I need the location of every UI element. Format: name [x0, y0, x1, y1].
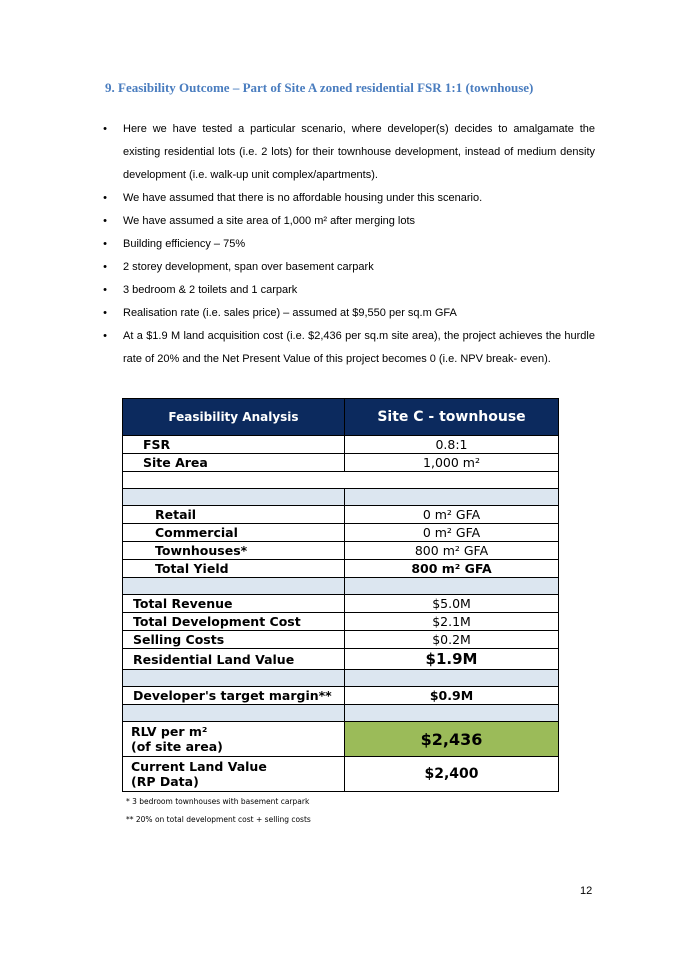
table-row [123, 454, 559, 472]
row-value: $2.1M [345, 613, 559, 631]
row-label-line: (of site area) [131, 739, 223, 754]
row-label-line: Current Land Value [131, 759, 267, 774]
table-row [123, 542, 559, 560]
row-label: FSR [123, 436, 345, 454]
feasibility-table [122, 398, 559, 792]
table-spacer-row [123, 705, 559, 722]
row-value: $0.9M [345, 687, 559, 705]
table-row [123, 631, 559, 649]
footnote: * 3 bedroom townhouses with basement carpark [126, 797, 310, 806]
row-label-line: (RP Data) [131, 774, 199, 789]
row-label: Residential Land Value [123, 649, 345, 670]
table-row [123, 506, 559, 524]
table-header-right: Site C - townhouse [345, 399, 559, 436]
row-label: Retail [123, 506, 345, 524]
row-value: 0 m² GFA [345, 524, 559, 542]
list-item: • Building efficiency – 75% [103, 238, 246, 250]
row-value: 1,000 m² [345, 454, 559, 472]
list-item: • At a $1.9 M land acquisition cost (i.e. $2,436 per sq.m site area), the project achieves the hurdle rate of 20% and the Net Present Value of this project becomes 0 (i.e. NPV break- even). [103, 330, 595, 365]
row-label-line: RLV per m² [131, 724, 208, 739]
row-label: Total Development Cost [123, 613, 345, 631]
table-row [123, 524, 559, 542]
row-value: $1.9M [345, 649, 559, 670]
row-label: Developer's target margin** [123, 687, 345, 705]
row-value: $5.0M [345, 595, 559, 613]
table-row [123, 613, 559, 631]
footnote: ** 20% on total development cost + selling costs [126, 815, 311, 824]
highlight-value: $2,436 [345, 722, 559, 757]
table-spacer-row [123, 489, 559, 506]
table-row [123, 722, 559, 757]
row-value: 800 m² GFA [345, 560, 559, 578]
table-row [123, 436, 559, 454]
table-row [123, 687, 559, 705]
table-spacer-row [123, 472, 559, 489]
row-label: Townhouses* [123, 542, 345, 560]
row-value: $0.2M [345, 631, 559, 649]
list-item: • Here we have tested a particular scenario, where developer(s) decides to amalgamate the existing residential lots (i.e. 2 lots) for their townhouse development, instead of medium density development (i.e. walk-up unit complex/apartments). [103, 123, 595, 181]
list-item: • 3 bedroom & 2 toilets and 1 carpark [103, 284, 298, 296]
row-value: 800 m² GFA [345, 542, 559, 560]
table-header-left: Feasibility Analysis [123, 399, 345, 436]
page-number: 12 [580, 885, 593, 897]
bullet-list [100, 118, 595, 371]
table-row [123, 560, 559, 578]
row-value: 0 m² GFA [345, 506, 559, 524]
row-label: Commercial [123, 524, 345, 542]
row-value: 0.8:1 [345, 436, 559, 454]
row-label: Site Area [123, 454, 345, 472]
table-spacer-row [123, 578, 559, 595]
table-row [123, 757, 559, 792]
row-label [123, 722, 345, 757]
section-heading: 9. Feasibility Outcome – Part of Site A zoned residential FSR 1:1 (townhouse) [105, 80, 534, 95]
table-spacer-row [123, 670, 559, 687]
table-row [123, 649, 559, 670]
row-label: Selling Costs [123, 631, 345, 649]
table-row [123, 595, 559, 613]
row-label [123, 757, 345, 792]
list-item: • 2 storey development, span over basement carpark [103, 261, 374, 273]
list-item: • We have assumed that there is no affordable housing under this scenario. [103, 192, 483, 204]
list-item: • Realisation rate (i.e. sales price) – assumed at $9,550 per sq.m GFA [103, 307, 457, 319]
list-item: • We have assumed a site area of 1,000 m² after merging lots [103, 215, 416, 227]
row-value: $2,400 [345, 757, 559, 792]
footnotes [126, 797, 311, 833]
table-header-row [123, 399, 559, 436]
row-label: Total Yield [123, 560, 345, 578]
row-label: Total Revenue [123, 595, 345, 613]
